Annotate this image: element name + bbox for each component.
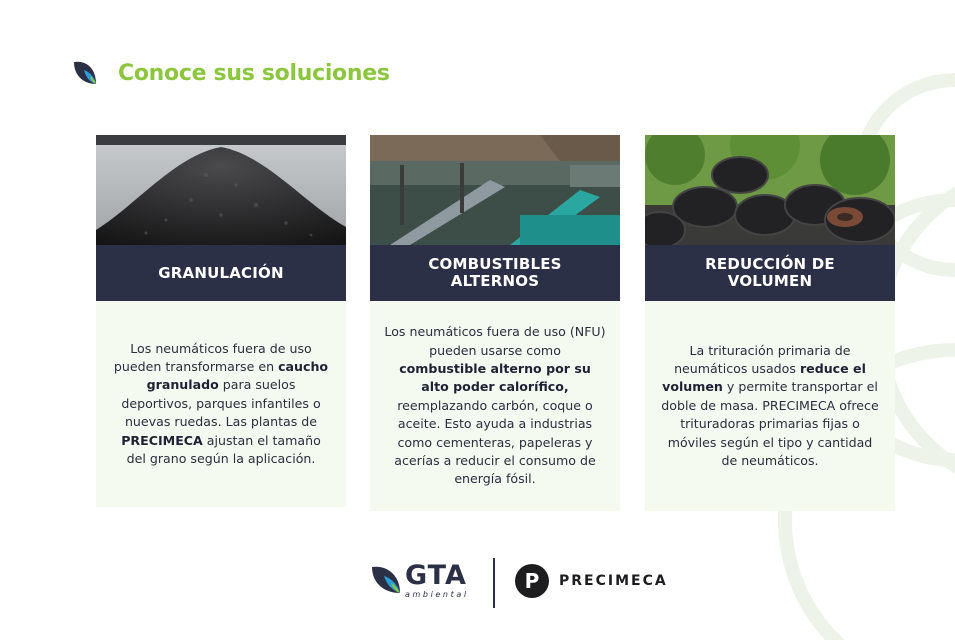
text-segment: Los neumáticos fuera de uso pueden transformarse en [113,340,312,374]
leaf-logo-icon [70,58,100,88]
logo-divider [493,558,495,608]
card-description [370,301,620,511]
card-description [96,301,346,507]
text-segment: reemplazando carbón, coque o aceite. Esto ayuda a industrias como cementeras, papeleras y acerías a reducir el consumo de energía fósil. [394,397,596,487]
rubber-granules-pile-photo [96,135,346,245]
precimeca-logo [515,564,668,598]
precimeca-logo-name: PRECIMECA [559,573,668,589]
gta-logo-tagline: ambiental [405,590,469,599]
bold-text-segment: caucho granulado [146,358,329,393]
card-title-banner [645,245,895,301]
text-segment: Los neumáticos fuera de uso (NFU) pueden usarse como [384,324,606,358]
solution-card-combustibles-alternos [370,135,620,511]
solution-card-reduccion-volumen [645,135,895,511]
precimeca-p-icon: P [515,564,549,598]
text-segment: y permite transportar el doble de masa. PRECIMECA ofrece trituradoras primarias fijas o móviles según el tipo y cantidad de neumáticos. [661,379,879,469]
bold-text-segment: reduce el volumen [662,360,866,395]
card-title-banner [370,245,620,301]
card-text [659,342,881,471]
card-description [645,301,895,511]
page-title: Conoce sus soluciones [118,60,390,86]
card-title: GRANULACIÓN [158,263,284,282]
solution-card-granulacion [96,135,346,507]
section-header [70,58,390,88]
text-segment: La trituración primaria de neumáticos usados [674,342,851,376]
card-text [110,340,332,469]
card-title: COMBUSTIBLES ALTERNOS [428,255,562,290]
footer-logos [365,556,685,611]
gta-ambiental-logo [369,562,469,599]
card-title-banner [96,245,346,301]
industrial-conveyor-plant-photo [370,135,620,245]
gta-logo-name: GTA [405,560,467,591]
text-segment: para suelos deportivos, parques infantiles o nuevas ruedas. Las plantas de [121,377,321,430]
bold-text-segment: PRECIMECA [121,432,203,448]
card-text [384,323,606,489]
used-tires-pile-photo [645,135,895,245]
gta-leaf-icon [369,562,403,596]
bold-text-segment: combustible alterno por su alto poder calorífico, [399,360,591,395]
card-title: REDUCCIÓN DE VOLUMEN [705,255,835,290]
text-segment: ajustan el tamaño del grano según la aplicación. [126,432,321,467]
